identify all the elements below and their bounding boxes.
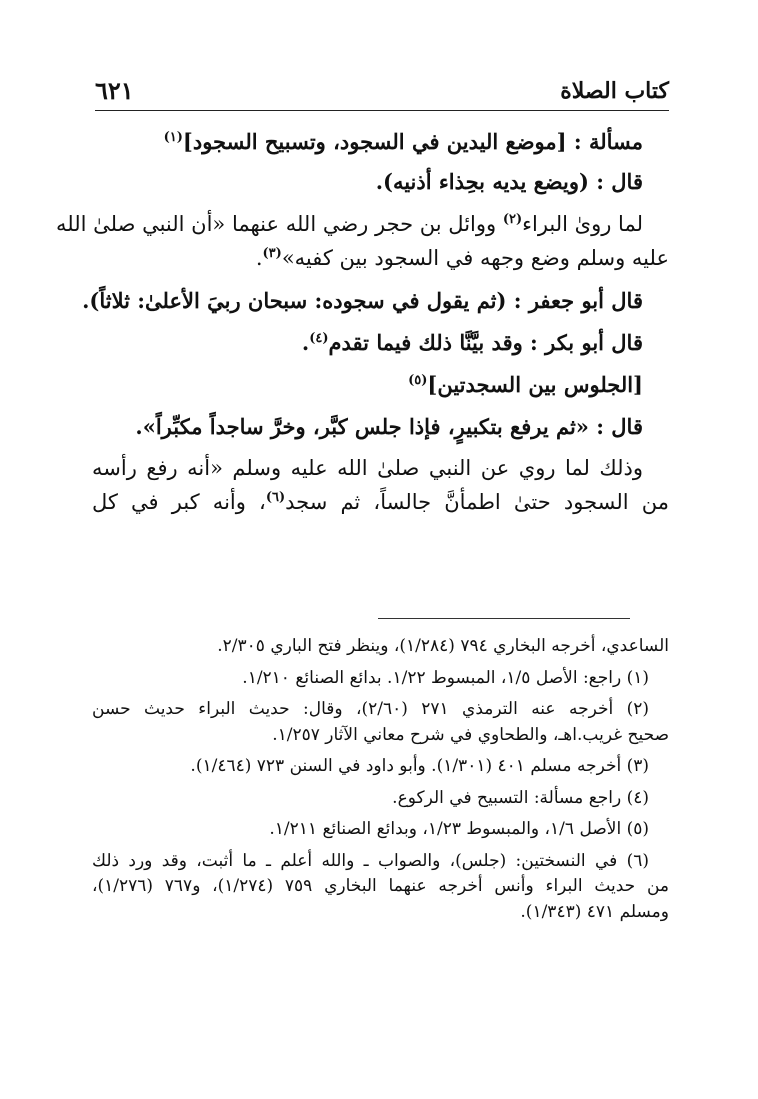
text-segment: قال أبو بكر : وقد بيَّنَّا ذلك فيما تقدم xyxy=(328,330,643,355)
section-heading-text: [الجلوس بين السجدتين] xyxy=(427,372,643,397)
main-text xyxy=(56,128,669,523)
text-line xyxy=(92,413,669,455)
quoted-text: قال : (ويضع يديه بحِذاء أذنيه). xyxy=(375,169,643,194)
footnote-2: (٢) أخرجه عنه الترمذي ٢٧١ (٢/٦٠)، وقال: حديث البراء حديث حسن xyxy=(92,699,649,719)
section-heading xyxy=(92,371,669,413)
text-segment: . xyxy=(255,246,263,270)
footnote-4: (٤) راجع مسألة: التسبيح في الركوع. xyxy=(392,787,649,808)
footnote-separator xyxy=(378,618,630,619)
text-line xyxy=(92,455,669,489)
text-segment: قال أبو جعفر : (ثم يقول في سجوده: سبحان ربيَ الأعلىٰ: ثلاثاً). xyxy=(82,288,643,313)
footnote-ref: (٦) xyxy=(265,490,286,505)
text-segment: عليه وسلم وضع وجهه في السجود بين كفيه» xyxy=(281,246,669,270)
issue-heading-text: مسألة : [موضع اليدين في السجود، وتسبيح السجود] xyxy=(182,129,643,154)
text-segment: قال : «ثم يرفع بتكبيرٍ، فإذا جلس كبَّر، وخرَّ ساجداً مكبِّراً». xyxy=(135,414,643,439)
footnote-6-cont: من حديث البراء وأنس أخرجه عنهما البخاري ٧٥٩ (١/٢٧٤)، و٧٦٧ (١/٢٧٦)، xyxy=(92,876,669,896)
text-segment: ، وأنه كبر في كل xyxy=(92,490,266,514)
footnote-ref: (٣) xyxy=(262,246,282,261)
text-segment: من السجود حتىٰ اطمأنَّ جالساً، ثم سجد xyxy=(285,490,669,514)
footnote-ref: (٥) xyxy=(408,373,428,388)
text-line xyxy=(92,168,669,211)
text-line xyxy=(92,329,669,371)
footnote-continuation: الساعدي، أخرجه البخاري ٧٩٤ (١/٢٨٤)، وينظر فتح الباري ٢/٣٠٥. xyxy=(217,636,669,656)
footnote-2-cont: صحيح غريب.اهـ، والطحاوي في شرح معاني الآثار ١/٢٥٧. xyxy=(272,724,669,745)
footnote-ref: (٢) xyxy=(502,212,523,227)
footnote-ref: (٤) xyxy=(309,331,329,346)
footnote-3: (٣) أخرجه مسلم ٤٠١ (١/٣٠١). وأبو داود في السنن ٧٢٣ (١/٤٦٤). xyxy=(190,756,649,776)
text-line xyxy=(92,489,669,523)
text-line xyxy=(92,245,669,287)
footnote-ref: (١) xyxy=(163,130,183,145)
footnote-5: (٥) الأصل ١/٦، والمبسوط ١/٢٣، وبدائع الصنائع ١/٢١١. xyxy=(269,819,649,839)
page-header xyxy=(95,76,669,111)
footnote-1: (١) راجع: الأصل ١/٥، المبسوط ١/٢٢. بدائع الصنائع ١/٢١٠. xyxy=(242,667,649,688)
text-segment: . xyxy=(301,330,310,355)
text-line xyxy=(56,211,669,245)
footnote-6: (٦) في النسختين: (جلس)، والصواب ـ والله أعلم ـ ما أثبت، وقد ورد ذلك xyxy=(92,850,649,871)
text-segment: وذلك لما روي عن النبي صلىٰ الله عليه وسلم «أنه رفع رأسه xyxy=(92,456,643,480)
running-title: كتاب الصلاة xyxy=(560,78,669,104)
text-line xyxy=(82,287,669,329)
issue-heading xyxy=(92,128,669,168)
page-number: ٦٢١ xyxy=(95,76,134,105)
footnote-6-end: ومسلم ٤٧١ (١/٣٤٣). xyxy=(520,901,669,922)
text-segment: لما روىٰ البراء xyxy=(522,212,643,236)
text-segment: ووائل بن حجر رضي الله عنهما «أن النبي صلىٰ الله xyxy=(56,212,503,236)
footnotes xyxy=(92,634,669,931)
